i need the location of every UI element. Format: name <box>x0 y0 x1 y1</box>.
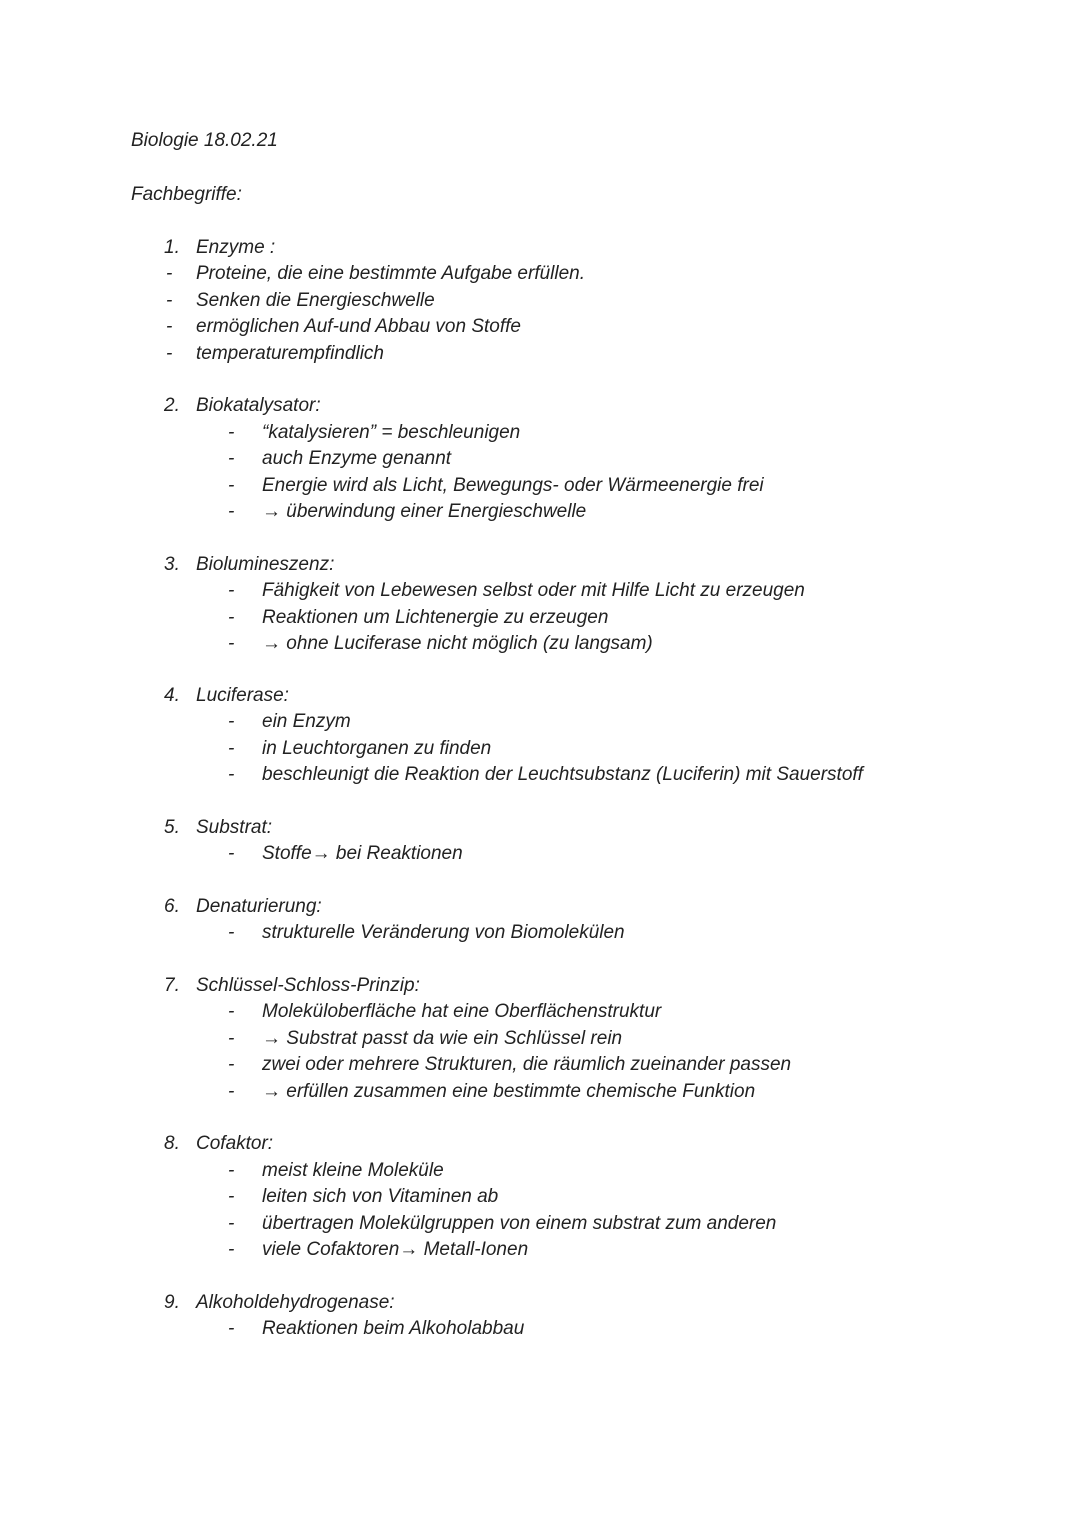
bullet-dash: - <box>228 1028 235 1049</box>
bullet-dash: - <box>228 475 235 496</box>
term-number: 2. <box>164 395 180 416</box>
term-point: Proteine, die eine bestimmte Aufgabe erfüllen. <box>196 263 586 284</box>
term-point: übertragen Molekülgruppen von einem substrat zum anderen <box>262 1213 777 1234</box>
term-title: Enzyme : <box>196 237 276 258</box>
term-number: 6. <box>164 896 180 917</box>
bullet-dash: - <box>228 764 235 785</box>
term-number: 1. <box>164 237 180 258</box>
term-title: Denaturierung: <box>196 896 322 917</box>
bullet-dash: - <box>228 843 235 864</box>
bullet-dash: - <box>228 1001 235 1022</box>
term-title: Luciferase: <box>196 685 289 706</box>
bullet-dash: - <box>228 1318 235 1339</box>
term-title: Cofaktor: <box>196 1133 274 1154</box>
term-point: strukturelle Veränderung von Biomolekülen <box>262 922 625 943</box>
term-point: Fähigkeit von Lebewesen selbst oder mit Hilfe Licht zu erzeugen <box>262 580 805 601</box>
document-title: Biologie 18.02.21 <box>131 130 278 151</box>
bullet-dash: - <box>166 316 173 337</box>
bullet-dash: - <box>228 501 235 522</box>
term-point: leiten sich von Vitaminen ab <box>262 1186 499 1207</box>
bullet-dash: - <box>228 1213 235 1234</box>
bullet-dash: - <box>228 448 235 469</box>
term-number: 9. <box>164 1292 180 1313</box>
term-point: ermöglichen Auf-und Abbau von Stoffe <box>196 316 521 337</box>
bullet-dash: - <box>228 422 235 443</box>
term-point: Reaktionen um Lichtenergie zu erzeugen <box>262 607 609 628</box>
bullet-dash: - <box>228 711 235 732</box>
term-point: Moleküloberfläche hat eine Oberflächenstruktur <box>262 1001 662 1022</box>
term-number: 3. <box>164 554 180 575</box>
term-point: meist kleine Moleküle <box>262 1160 444 1181</box>
term-point: Stoffe→ bei Reaktionen <box>262 843 463 864</box>
term-title: Biokatalysator: <box>196 395 321 416</box>
term-point: → ohne Luciferase nicht möglich (zu langsam) <box>262 633 653 654</box>
term-title: Alkoholdehydrogenase: <box>196 1292 395 1313</box>
bullet-dash: - <box>228 1186 235 1207</box>
bullet-dash: - <box>228 607 235 628</box>
bullet-dash: - <box>166 263 173 284</box>
term-number: 7. <box>164 975 180 996</box>
term-point: in Leuchtorganen zu finden <box>262 738 492 759</box>
term-title: Schlüssel-Schloss-Prinzip: <box>196 975 420 996</box>
bullet-dash: - <box>228 922 235 943</box>
term-point: auch Enzyme genannt <box>262 448 452 469</box>
term-number: 8. <box>164 1133 180 1154</box>
term-point: temperaturempfindlich <box>196 343 384 364</box>
bullet-dash: - <box>166 290 173 311</box>
term-point: → Substrat passt da wie ein Schlüssel rein <box>262 1028 623 1049</box>
term-point: zwei oder mehrere Strukturen, die räumlich zueinander passen <box>262 1054 792 1075</box>
term-point: viele Cofaktoren→ Metall-Ionen <box>262 1239 529 1260</box>
term-title: Biolumineszenz: <box>196 554 335 575</box>
bullet-dash: - <box>228 633 235 654</box>
term-point: Reaktionen beim Alkoholabbau <box>262 1318 525 1339</box>
term-number: 5. <box>164 817 180 838</box>
bullet-dash: - <box>228 580 235 601</box>
section-heading: Fachbegriffe: <box>131 184 242 205</box>
term-number: 4. <box>164 685 180 706</box>
term-point: ein Enzym <box>262 711 351 732</box>
term-point: → überwindung einer Energieschwelle <box>262 501 587 522</box>
term-point: beschleunigt die Reaktion der Leuchtsubstanz (Luciferin) mit Sauerstoff <box>262 764 863 785</box>
term-point: Senken die Energieschwelle <box>196 290 435 311</box>
bullet-dash: - <box>228 1160 235 1181</box>
bullet-dash: - <box>228 738 235 759</box>
bullet-dash: - <box>228 1081 235 1102</box>
term-point: → erfüllen zusammen eine bestimmte chemische Funktion <box>262 1081 756 1102</box>
term-point: “katalysieren” = beschleunigen <box>262 422 521 443</box>
term-point: Energie wird als Licht, Bewegungs- oder Wärmeenergie frei <box>262 475 764 496</box>
term-title: Substrat: <box>196 817 273 838</box>
bullet-dash: - <box>228 1054 235 1075</box>
bullet-dash: - <box>228 1239 235 1260</box>
bullet-dash: - <box>166 343 173 364</box>
